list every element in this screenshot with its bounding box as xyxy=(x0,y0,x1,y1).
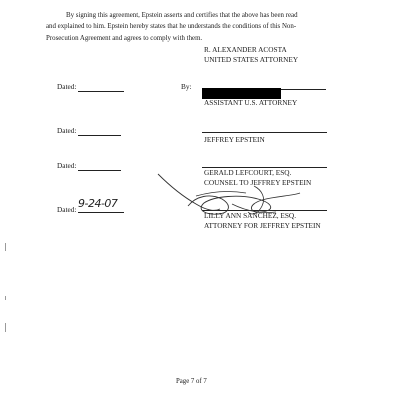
us-attorney-title: UNITED STATES ATTORNEY xyxy=(204,55,299,64)
dated-label-3: Dated: xyxy=(57,161,77,170)
epstein-name: JEFFREY EPSTEIN xyxy=(204,135,265,144)
scan-mark xyxy=(5,296,6,300)
paragraph-line-1: By signing this agreement, Epstein asserts and certifies that the above has been read xyxy=(66,12,298,19)
dated-label-1: Dated: xyxy=(57,82,77,91)
us-attorney-name: R. ALEXANDER ACOSTA xyxy=(204,45,287,54)
sanchez-title: ATTORNEY FOR JEFFREY EPSTEIN xyxy=(204,221,321,230)
paragraph-line-3: Prosecution Agreement and agrees to comply with them. xyxy=(46,34,203,42)
lefcourt-name: GERALD LEFCOURT, ESQ. xyxy=(204,168,292,177)
ausa-title: ASSISTANT U.S. ATTORNEY xyxy=(204,98,298,107)
lefcourt-title: COUNSEL TO JEFFREY EPSTEIN xyxy=(204,178,312,187)
page-number: Page 7 of 7 xyxy=(176,378,207,385)
by-label: By: xyxy=(181,82,192,91)
dated-label-2: Dated: xyxy=(57,126,77,135)
scan-mark xyxy=(5,243,6,251)
handwritten-date: 9-24-07 xyxy=(78,197,118,210)
paragraph-line-2: and explained to him. Epstein hereby states that he understands the conditions of this Non- xyxy=(46,23,297,31)
scan-mark xyxy=(5,323,6,332)
dated-label-4: Dated: xyxy=(57,205,77,214)
sanchez-name: LILLY ANN SANCHEZ, ESQ. xyxy=(204,211,297,220)
